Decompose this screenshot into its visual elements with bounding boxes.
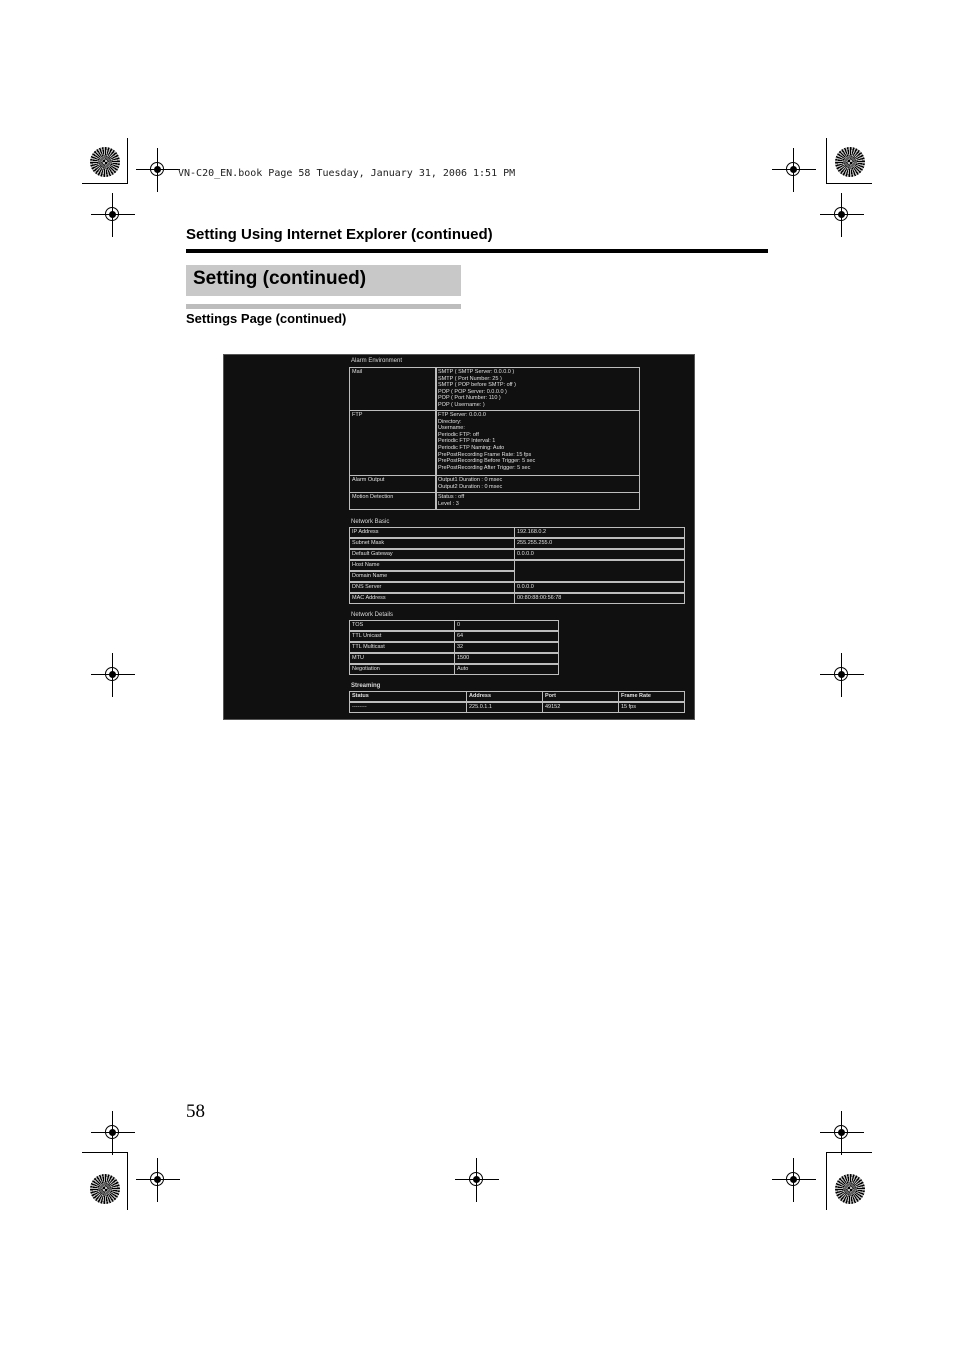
registration-star-icon [835,147,865,177]
crop-line [82,1152,128,1153]
alarm-heading: Alarm Environment [351,358,403,364]
network-details-heading: Network Details [351,612,394,618]
crop-line [826,138,827,184]
title-box [186,265,461,296]
nb-label: Domain Name [349,571,515,582]
alarm-output-label: Alarm Output [349,475,437,493]
crosshair-icon [820,1111,864,1155]
crosshair-icon [136,148,180,192]
crop-line [826,183,872,184]
ftp-label: FTP [349,410,437,476]
streaming-cell: 15 fps [618,702,685,713]
crop-line [82,183,128,184]
registration-star-icon [835,1174,865,1204]
settings-screenshot [223,354,695,720]
crosshair-icon [91,193,135,237]
crosshair-icon [91,1111,135,1155]
streaming-header: Address [466,691,543,702]
motion-value: Status : off Level : 3 [435,492,640,510]
streaming-header: Frame Rate [618,691,685,702]
crop-line [826,1152,827,1210]
streaming-header: Port [542,691,619,702]
crosshair-icon [820,193,864,237]
alarm-output-value: Output1 Duration : 0 msec Output2 Duration : 0 msec [435,475,640,493]
crosshair-icon [91,653,135,697]
nd-label: TTL Multicast [349,642,455,653]
nd-label: MTU [349,653,455,664]
nb-label: IP Address [349,527,515,538]
crosshair-icon [136,1158,180,1202]
crosshair-icon [772,148,816,192]
motion-label: Motion Detection [349,492,437,510]
page-number: 58 [186,1101,205,1122]
streaming-cell: 225.0.1.1 [466,702,543,713]
crosshair-icon [772,1158,816,1202]
nd-label: Negotiation [349,664,455,675]
crosshair-icon [820,653,864,697]
title-underline [186,304,461,309]
nd-label: TOS [349,620,455,631]
nb-label: Subnet Mask [349,538,515,549]
crop-line [127,138,128,184]
nb-value: 0.0.0.0 [514,549,685,560]
crop-line [826,1152,872,1153]
nd-value: 64 [454,631,559,642]
nb-value [514,560,685,582]
registration-star-icon [90,147,120,177]
nd-value: 0 [454,620,559,631]
streaming-heading: Streaming [351,683,381,689]
box-title: Setting (continued) [193,268,367,289]
nd-value: 1500 [454,653,559,664]
section-title: Setting Using Internet Explorer (continued) [186,226,493,243]
print-header: VN-C20_EN.book Page 58 Tuesday, January 31, 2006 1:51 PM [178,168,516,179]
mail-label: Mail [349,367,437,411]
mail-value: SMTP ( SMTP Server: 0.0.0.0 ) SMTP ( Port Number: 25 ) SMTP ( POP before SMTP: off ) POP ( POP Server: 0.0.0.0 ) POP ( Port Number: 110 ) POP ( Username: ) [435,367,640,411]
subsection-title: Settings Page (continued) [186,311,347,326]
nd-value: Auto [454,664,559,675]
section-rule [186,249,768,253]
crop-line [127,1152,128,1210]
nb-value: 255.255.255.0 [514,538,685,549]
nb-value: 192.168.0.2 [514,527,685,538]
streaming-header: Status [349,691,467,702]
ftp-value: FTP Server: 0.0.0.0 Directory: Username: Periodic FTP: off Periodic FTP Interval: 1 Periodic FTP Naming: Auto PrePostRecording Frame Rate: 15 fps PrePostRecording Before Trigger: 5 sec PrePostRecording After Trigger: 5 sec [435,410,640,476]
streaming-cell: 49152 [542,702,619,713]
nb-value: 00:80:88:00:56:78 [514,593,685,604]
streaming-cell: -------- [349,702,467,713]
registration-star-icon [90,1174,120,1204]
network-basic-heading: Network Basic [351,519,390,525]
crosshair-icon [455,1158,499,1202]
nb-label: Host Name [349,560,515,571]
nb-label: DNS Server [349,582,515,593]
nb-value: 0.0.0.0 [514,582,685,593]
nd-label: TTL Unicast [349,631,455,642]
nb-label: MAC Address [349,593,515,604]
nb-label: Default Gateway [349,549,515,560]
nd-value: 32 [454,642,559,653]
